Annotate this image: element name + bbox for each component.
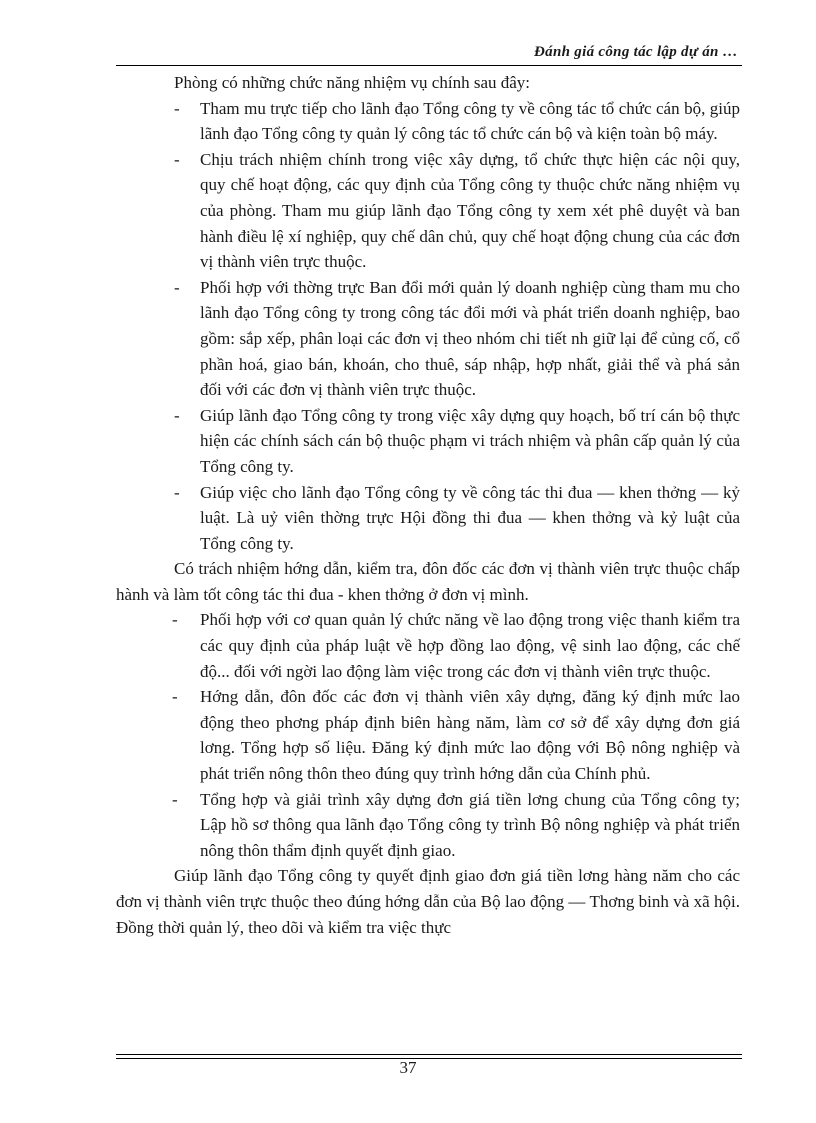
page-number: 37 [399,1058,417,1077]
list-item-text: Phối hợp với thờng trực Ban đổi mới quản lý doanh nghiệp cùng tham mu cho lãnh đạo Tổng công ty trong công tác đổi mới và phát triển doanh nghiệp, bao gồm: sắp xếp, phân loại các đơn vị theo nhóm chi tiết nh giữ lại để củng cố, cổ phần hoá, giao bán, khoán, cho thuê, sáp nhập, hợp nhất, giải thể và phá sản đối với các đơn vị thành viên trực thuộc. [200,277,740,400]
header-rule [116,65,742,66]
bullet-dash: - [174,405,180,425]
list-item [116,275,740,403]
duty-list-b [116,607,740,863]
bullet-dash: - [172,687,178,707]
page-body [116,70,740,940]
bullet-dash: - [174,277,180,297]
list-item-text: Giúp lãnh đạo Tổng công ty trong việc xây dựng quy hoạch, bố trí cán bộ thực hiện các chính sách cán bộ thuộc phạm vi trách nhiệm và phân cấp quản lý của Tổng công ty. [200,405,740,476]
list-item-text: Chịu trách nhiệm chính trong việc xây dựng, tổ chức thực hiện các nội quy, quy chế hoạt động, các quy định của Tổng công ty thuộc chức năng nhiệm vụ của phòng. Tham mu giúp lãnh đạo Tổng công ty xem xét phê duyệt và ban hành điều lệ xí nghiệp, quy chế dân chủ, quy chế hoạt động chung của các đơn vị thành viên trực thuộc. [200,149,740,272]
list-item-text: Phối hợp với cơ quan quản lý chức năng về lao động trong việc thanh kiểm tra các quy định của pháp luật về hợp đồng lao động, vệ sinh lao động, các chế độ... đối với ngời lao động làm việc trong các đơn vị thành viên trực thuộc. [200,610,740,681]
list-item-text: Hớng dẫn, đôn đốc các đơn vị thành viên xây dựng, đăng ký định mức lao động theo phơng pháp định biên hàng năm, làm cơ sở để xây dựng đơn giá lơng. Tổng hợp số liệu. Đăng ký định mức lao động với Bộ nông nghiệp và phát triển nông thôn theo đúng quy trình hớng dẫn của Chính phủ. [200,687,740,784]
list-item [116,684,740,786]
duty-list-a [116,96,740,557]
bullet-dash: - [174,149,180,169]
list-item [116,787,740,864]
list-item-text: Giúp việc cho lãnh đạo Tổng công ty về công tác thi đua — khen thởng — kỷ luật. Là uỷ viên thờng trực Hội đồng thi đua — khen thởng và kỷ luật của Tổng công ty. [200,482,740,553]
running-header [0,44,816,64]
list-item [116,480,740,557]
list-item-text: Tham mu trực tiếp cho lãnh đạo Tổng công ty về công tác tổ chức cán bộ, giúp lãnh đạo Tổng công ty quản lý công tác tổ chức cán bộ và kiện toàn bộ máy. [200,98,740,144]
bullet-dash: - [172,610,178,630]
list-item-text: Tổng hợp và giải trình xây dựng đơn giá tiền lơng chung của Tổng công ty; Lập hồ sơ thông qua lãnh đạo Tổng công ty trình Bộ nông nghiệp và phát triển nông thôn thẩm định quyết định giao. [200,789,740,860]
bullet-dash: - [172,789,178,809]
body-paragraph: Có trách nhiệm hớng dẫn, kiểm tra, đôn đốc các đơn vị thành viên trực thuộc chấp hành và làm tốt công tác thi đua - khen thởng ở đơn vị mình. [116,559,740,604]
list-item [116,96,740,147]
bullet-dash: - [174,98,180,118]
header-title: Đánh giá công tác lập dự án … [534,44,738,60]
list-item [116,147,740,275]
bullet-dash: - [174,482,180,502]
list-item [116,607,740,684]
body-paragraph: Giúp lãnh đạo Tổng công ty quyết định giao đơn giá tiền lơng hàng năm cho các đơn vị thành viên trực thuộc theo đúng hớng dẫn của Bộ lao động — Thơng binh và xã hội. Đồng thời quản lý, theo dõi và kiểm tra việc thực [116,866,740,937]
list-item [116,403,740,480]
intro-paragraph: Phòng có những chức năng nhiệm vụ chính sau đây: [174,73,531,92]
